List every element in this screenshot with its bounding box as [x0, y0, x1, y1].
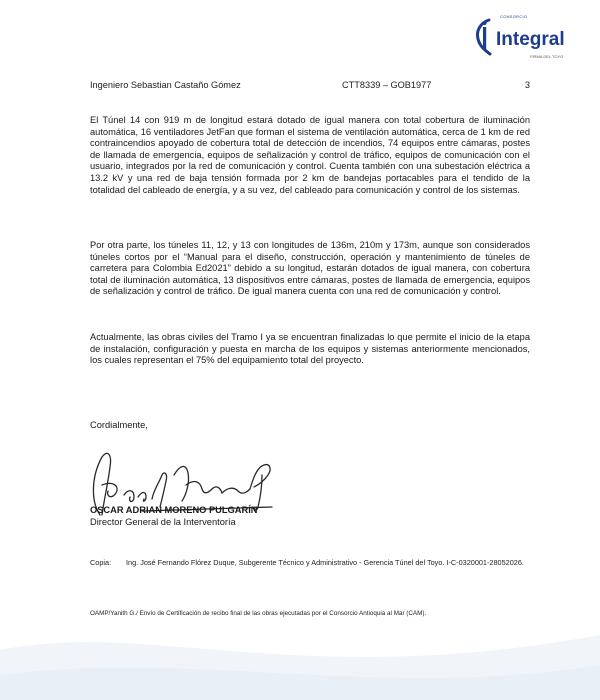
closing-salutation: Cordialmente,: [90, 420, 148, 430]
integral-logo: [472, 14, 582, 60]
background-wave: [0, 580, 600, 700]
copy-label: Copia:: [90, 558, 112, 567]
paragraph-status: Actualmente, las obras civiles del Tramo I ya se encuentran finalizadas lo que permite el inicio de la etapa de instalación, configuración y puesta en marcha de los equipos y sistemas anteriormente mencionados, los cuales representan el 75% del equipamiento total del proyecto.: [90, 332, 530, 366]
signer-title: Director General de la Interventoría: [90, 517, 236, 527]
copy-recipient: Ing. José Fernando Flórez Duque, Subgerente Técnico y Administrativo - Gerencia Túnel del Toyo. I-C-0320001-28052026.: [126, 558, 524, 567]
signer-name: OSCAR ADRIAN MORENO PULGARÍN: [90, 505, 258, 515]
reference-code: CTT8339 – GOB1977: [342, 80, 432, 90]
page-number: 3: [524, 80, 530, 90]
recipient-name: Ingeniero Sebastian Castaño Gómez: [90, 80, 241, 90]
integral-logo-mark-icon: [472, 17, 498, 57]
paragraph-short-tunnels: Por otra parte, los túneles 11, 12, y 13 con longitudes de 136m, 210m y 173m, aunque son considerados túneles cortos por el “Manual para el diseño, construcción, operación y mantenimiento de túneles de carretera para Colombia Ed2021” debido a su longitud, estarán dotados de igual manera, con cobertura total de iluminación automática, 13 dispositivos entre cámaras, postes de llamada de emergencia, equipos de señalización y control de tráfico. De igual manera cuenta con una red de comunicación y control.: [90, 240, 530, 297]
footer-note: OAMP/Yanith G./ Envío de Certificación de recibo final de las obras ejecutadas por el Consorcio Antioquia al Mar (CAM).: [90, 610, 427, 617]
logo-wordmark: Integral: [496, 29, 565, 50]
logo-tagline: CONSORCIO: [500, 14, 528, 19]
logo-subtitle: FIRMA DEL TOYO: [530, 54, 564, 59]
paragraph-tunnel-14: El Túnel 14 con 919 m de longitud estará dotado de igual manera con total cobertura de iluminación automática, 16 ventiladores JetFan que forman el sistema de ventilación automática, cerca de 1 km de red contraincendios apoyado de cobertura total de detección de incendios, 74 equipos entre cámaras, postes de llamada de emergencia, equipos de señalización y control de tráfico, equipos de comunicación con el usuario, integrados por la red de comunicación y control. Cuenta también con una subestación eléctrica a 13.2 kV y una red de baja tensión formada por 2 km de bandejas portacables para el tendido de la totalidad del cableado de energía, y a su vez, del cableado para comunicación y control de los sistemas.: [90, 115, 530, 195]
